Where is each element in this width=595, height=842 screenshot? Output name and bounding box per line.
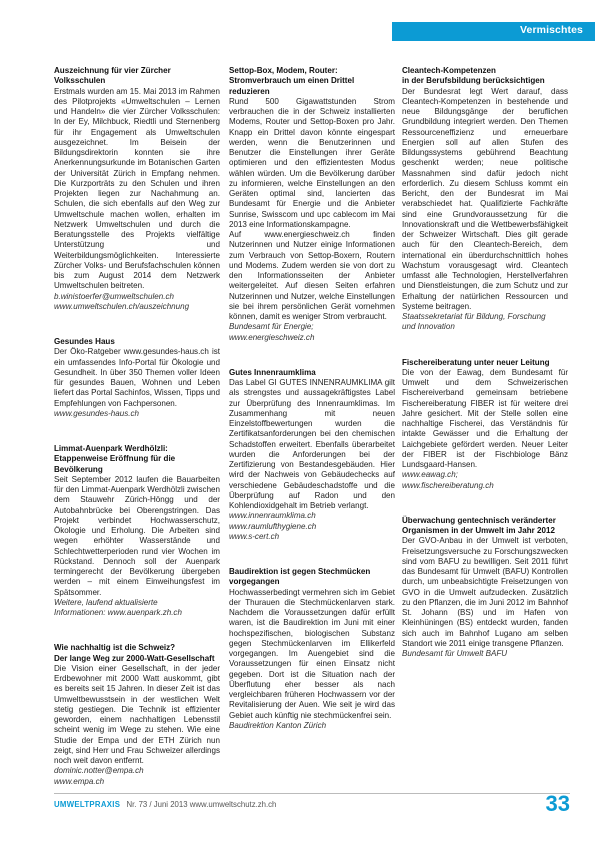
article-source [402, 312, 568, 333]
article-gvo [402, 516, 568, 660]
article-body-2: Auf www.energieschweiz.ch finden Nutzerinnen und Nutzer einige Informationen zum Verbrauch von Settop-Boxern, Routern und Modems. Zudem werden sie von dort zu den Informationsseiten der Anbieter weitergeleitet. Auf diesen Seiten erfahren Nutzerinnen und Nutzer, welche Einstellungen sie bei ihrem persönlichen Gerät vornehmen können, damit es weniger Strom verbraucht. [229, 230, 395, 321]
article-stechmuecken [229, 567, 395, 731]
article-subtitle: Organismen in der Umwelt im Jahr 2012 [402, 526, 555, 535]
article-source [54, 409, 220, 419]
article-source [402, 470, 568, 491]
article-cleantech [402, 66, 568, 333]
article-source [402, 649, 568, 659]
article-body: Der Bundesrat legt Wert darauf, dass Cleantech-Kompetenzen in bestehende und neue Bildungsgänge der beruflichen Grundbildung integriert werden. Den Themen Ressourceneffizienz und erneuerbare Energien soll auf allen Stufen des Bildungssystems gebührend Beachtung geschenkt werden; neue politische Massnahmen sind dafür jedoch nicht erforderlich. Zu diesem Schluss kommt ein Bericht, den der Bundesrat im Mai verabschiedet hat. Qualifizierte Fachkräfte sind eine Grundvoraussetzung für die Innovationskraft und die Wettbewerbsfähigkeit der Schweizer Wirtschaft. Dies gilt gerade auch für den Cleantech-Bereich, dem international ein überdurchschnittlich hohes Wachstum vorausgesagt wird. Cleantech umfasst alle Technologien, Herstellverfahren und Dienstleistungen, die zum Schutz und zur Erhaltung der natürlichen Ressourcen und Systeme beitragen. [402, 86, 568, 311]
article-subtitle: in der Berufsbildung berücksichtigen [402, 76, 545, 86]
source-text: Bundesamt für Energie; [229, 322, 314, 332]
article-title: Gutes Innenraumklima [229, 367, 316, 377]
column-2 [229, 66, 395, 756]
article-innenraumklima [229, 368, 395, 542]
article-title: Cleantech-Kompetenzen [402, 66, 496, 75]
footer-url[interactable]: www.umweltschutz.zh.ch [189, 800, 277, 809]
article-auenpark [54, 444, 220, 618]
article-body: Seit September 2012 laufen die Bauarbeiten für den Limmat-Auenpark Werdhölzli zwischen dem Stauwehr Zürich-Höngg und der Autobahnbrücke bei Oberengstringen. Das Projekt verbindet Hochwasserschutz, Ökologie und Erholung. Die Arbeiten sind wegen erhöhter Wasserstände und Schlechtwetterperioden rund vier Wochen im Rückstand. Dennoch soll der Auenpark termingerecht der Bevölkerung übergeben werden – mit einem Einweihungsfest im Spätsommer. [54, 474, 220, 597]
source-link[interactable]: www.gesundes-haus.ch [54, 408, 139, 418]
article-umweltschulen [54, 66, 220, 312]
article-title: Gesundes Haus [54, 337, 115, 346]
source-email[interactable]: dominic.notter@empa.ch [54, 766, 144, 776]
article-body: Die Vision einer Gesellschaft, in der jeder Erdbewohner mit 2000 Watt auskommt, gibt es bereits seit 15 Jahren. In dieser Zeit ist das Umweltbewusstsein in der westlichen Welt stetig gestiegen. Die Technik ist effizienter geworden, einem nachhaltigen Lebensstil scheint wenig im Wege zu stehen. Wie eine Studie der Empa und der ETH Zürich nun zeigt, sind Herr und Frau Schweizer allerdings noch weit davon entfernt. [54, 663, 220, 765]
magazine-brand: UMWELTPRAXIS [54, 800, 121, 809]
article-body: Hochwasserbedingt vermehren sich im Gebiet der Thurauen die Stechmückenlarven stark. Nachdem die Voraussetzungen dafür erfüllt waren, ist die Baudirektion im Juni mit einer hochspezifischen, biologischen Substanz gegen Stechmückenlarven im Ellikerfeld vorgegangen. Im Auengebiet sind die Voraussetzungen für einen Einsatz nicht gegeben. Dort ist die Situation nach der Überflutung eher besser als nach vergleichbaren früheren Hochwassern vor der Revitalisierung der Auen. Wie seit je wird das Gebiet auch künftig nie stechmückenfrei sein. [229, 587, 395, 720]
source-link[interactable]: www.empa.ch [54, 776, 105, 786]
article-title: Fischereiberatung unter neuer Leitung [402, 357, 550, 367]
article-body: Rund 500 Gigawattstunden Strom verbrauchen die in der Schweiz installierten Modems, Router und Settop-Boxen pro Jahr. Knapp ein Drittel davon könnte eingespart werden, wenn die Benutzerinnen und Benutzer die Einstellungen ihrer Geräte optimieren und den effizientesten Modus wählen würden. Um die Bevölkerung darüber zu informieren, welche Einstellungen an den Geräten optimal sind, lancierten das Bundesamt für Energie und die Anbieter Sunrise, Swisscom und upc cablecom im Mai 2013 eine Informationskampagne. [229, 96, 395, 229]
column-1 [54, 66, 220, 812]
footer-divider [54, 793, 570, 794]
source-link[interactable]: www.innenraumklima.ch [229, 511, 316, 521]
article-subtitle: Stromverbrauch um einen Drittel reduzieren [229, 76, 355, 96]
article-body: Der GVO-Anbau in der Umwelt ist verboten, Freisetzungsversuche zu Forschungszwecken sind vom BAFU zu bewilligen. Seit 2011 führt das Bundesamt für Umwelt (BAFU) Kontrollen durch, um unbeabsichtigte Freisetzungen von GVO in die Umwelt aufzudecken. Zusätzlich zu den Pflanzen, die im Juni 2012 im Bahnhof St. Johann (BS) und im Hafen von Kleinhüningen (BS) entdeckt wurden, fanden sich auch im Bahnhof Lugano am selben Standort wie 2011 einige transgene Pflanzen. [402, 536, 568, 648]
source-text: Staatssekretariat für Bildung, Forschung [402, 312, 546, 321]
article-source [229, 511, 395, 542]
source-text: Weitere, laufend aktualisierte [54, 597, 158, 607]
article-2000-watt [54, 643, 220, 787]
source-link[interactable]: www.energieschweiz.ch [229, 332, 315, 342]
article-source [229, 322, 395, 343]
source-link[interactable]: www.s-cert.ch [229, 531, 280, 541]
source-link[interactable]: www.fischereiberatung.ch [402, 480, 494, 490]
source-text: Baudirektion Kanton Zürich [229, 720, 327, 730]
source-link[interactable]: Informationen: www.auenpark.zh.ch [54, 608, 182, 617]
article-title: Settop-Box, Modem, Router: [229, 66, 338, 75]
page-number: 33 [545, 791, 570, 816]
source-link[interactable]: www.umweltschulen.ch/auszeichnung [54, 301, 190, 311]
article-body: Das Label GI GUTES INNENRAUMKLIMA gilt als strengstes und aussagekräftigstes Label zur Überprüfung des Innenraumklimas. Im Zusammenhang mit neuen Einzelstoffbewertungen wurden die Zertifikatsanforderungen bei den chemischen Schadstoffen erweitert. Ebenfalls überarbeitet wurden die Anforderungen bei der Zertifizierung von Bestandesgebäuden. Hier wird der Nachweis von Gebäudechecks auf verschiedene Gebäudeschadstoffe und die Überprüfung auf Radon und den Kohlendioxidgehalt im Betrieb verlangt. [229, 378, 395, 510]
article-body: Die von der Eawag, dem Bundesamt für Umwelt und dem Schweizerischen Fischereiverband gemeinsam betriebene Fischereiberatung FIBER ist für weitere drei Jahre gesichert. Mit der Stelle sollen eine nachhaltige Fischerei, das Verständnis für intakte Gewässer und die Erhaltung der Laichgebiete gefördert werden. Neuer Leiter der FIBER ist der Fischbiologe Bänz Lundsgaard-Hansen. [402, 367, 568, 469]
article-title: Auszeichnung für vier Zürcher Volksschulen [54, 66, 171, 86]
article-title: Limmat-Auenpark Werdhölzli: Etappenweise Eröffnung für die Bevölkerung [54, 444, 176, 474]
section-label: Vermischtes [520, 24, 583, 36]
article-body: Erstmals wurden am 15. Mai 2013 im Rahmen des Pilotprojekts «Umweltschulen – Lernen und Handeln» die vier Zürcher Volksschulen: In der Ey, Milchbuck, Riedtli und Sternenberg für ihr Engagement als Umweltschulen ausgezeichnet. Im Beisein der Bildungsdirektorin konnten sie ihre Anerkennungsurkunde im Botanischen Garten der Universität Zürich in Empfang nehmen. Die Kurzporträts zu den Schulen und ihren Projekten liegen zur Nachahmung an. Schulen, die sich ebenfalls auf den Weg zur Umweltschule machen wollen, erhalten im Netzwerk Umweltschulen und durch die Beratungsstelle des Projekts vielfältige Unterstützung und Weiterbildungsmöglichkeiten. Interessierte Zürcher Volks- und Berufsfachschulen können bis zum August 2014 dem Netzwerk Umweltschulen beitreten. [54, 86, 220, 291]
page-footer [54, 800, 276, 809]
column-3 [402, 66, 568, 684]
article-subtitle: Der lange Weg zur 2000-Watt-Gesellschaft [54, 653, 215, 663]
article-title: Wie nachhaltig ist die Schweiz? [54, 643, 176, 653]
issue-info: Nr. 73 / Juni 2013 [126, 800, 188, 809]
article-source [54, 292, 220, 313]
article-source [54, 766, 220, 787]
article-fischereiberatung [402, 358, 568, 491]
article-title: Überwachung gentechnisch veränderter [402, 515, 556, 525]
source-text: Bundesamt für Umwelt BAFU [402, 649, 508, 658]
article-gesundes-haus [54, 337, 220, 419]
source-link[interactable]: www.eawag.ch; [402, 470, 458, 480]
section-header-bar [392, 22, 595, 41]
source-text: und Innovation [402, 322, 455, 332]
article-source [229, 721, 395, 731]
article-source [54, 598, 220, 619]
article-settop-box [229, 66, 395, 343]
source-link[interactable]: www.raumlufthygiene.ch [229, 521, 317, 531]
article-body: Der Öko-Ratgeber www.gesundes-haus.ch ist ein umfassendes Info-Portal für Ökologie und Gesundheit. In über 350 Themen voller Ideen für gesundes Bauen, Wohnen und Leben liefert das Portal Sachinfos, Wissen, Tipps und Empfehlungen von Fachpersonen. [54, 347, 220, 408]
source-email[interactable]: b.winistoerfer@umweltschulen.ch [54, 291, 174, 301]
article-title: Baudirektion ist gegen Stechmücken vorgegangen [229, 567, 371, 587]
